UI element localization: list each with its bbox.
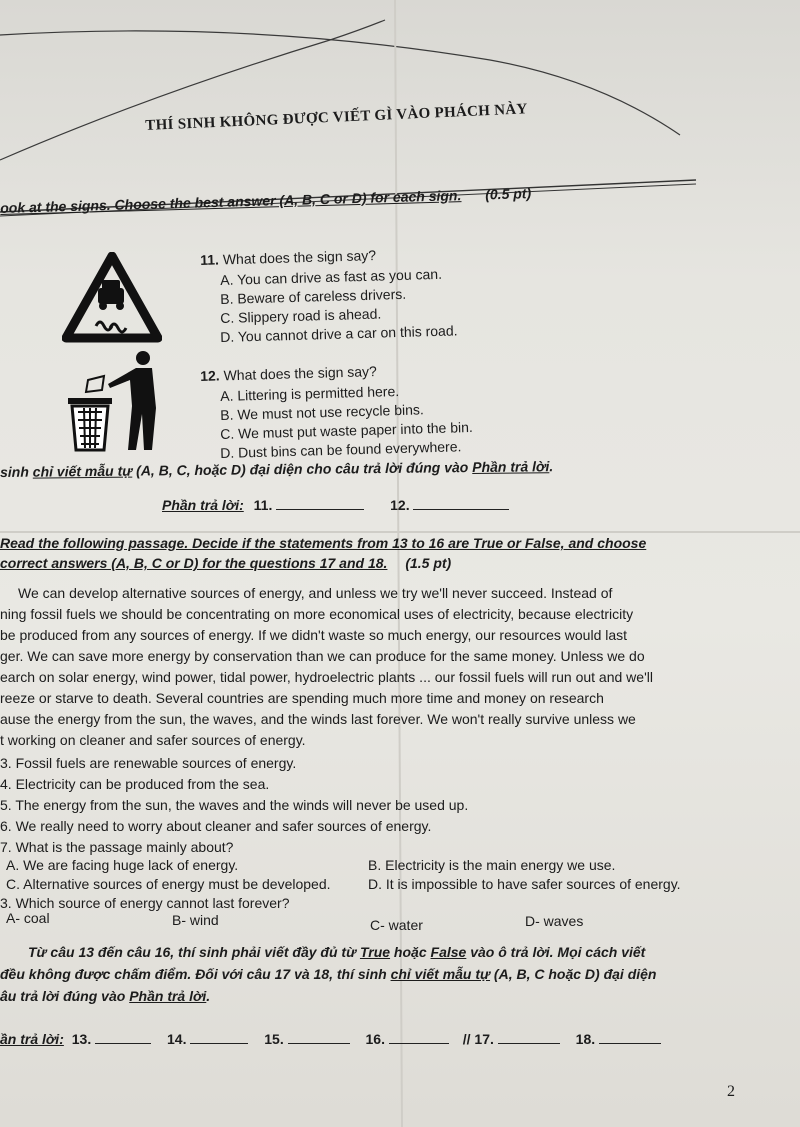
answer-13-blank[interactable]: [95, 1042, 151, 1044]
instr-text: vào ô trả lời. Mọi cách viết: [466, 944, 646, 960]
instr-text: đều không được chấm điểm. Đối với câu 17 và 18, thí sinh: [0, 966, 391, 982]
instr-text: .: [549, 458, 554, 475]
litter-bin-sign-icon: [66, 350, 166, 458]
q17-option-d: D. It is impossible to have safer sources of energy.: [368, 876, 681, 892]
q11-option-c: C. Slippery road is ahead.: [220, 305, 382, 326]
instr-text: (A, B, C, hoặc D) đại diện cho câu trả lời đúng vào: [132, 459, 473, 479]
instr-text: chỉ viết mẫu tự: [390, 966, 491, 982]
slippery-road-sign-icon: [62, 252, 162, 344]
q11-option-b: B. Beware of careless drivers.: [220, 285, 407, 307]
q17-option-c: C. Alternative sources of energy must be developed.: [6, 876, 331, 892]
heading-text: correct answers (A, B, C or D) for the questions 17 and 18.: [0, 555, 388, 571]
q11-option-d: D. You cannot drive a car on this road.: [220, 322, 458, 345]
answer-14-blank[interactable]: [190, 1042, 248, 1044]
section1-heading-text: ook at the signs. Choose the best answer (A, B, C or D) for each sign.: [0, 187, 462, 216]
question-text: What does the sign say?: [223, 363, 378, 384]
answer-18-blank[interactable]: [599, 1042, 661, 1044]
instr-text: âu trả lời đúng vào: [0, 988, 130, 1004]
section2-answer-row: [0, 1031, 661, 1047]
section1-answer-row: [162, 497, 509, 513]
passage-line: reeze or starve to death. Several countries are spending much more time and money on research: [0, 690, 604, 706]
instr-text: Phần trả lời: [472, 458, 550, 476]
q18-option-a: A- coal: [6, 910, 50, 926]
heading-text: Read the following passage. Decide if the statements from 13 to 16 are True or False, and choose: [0, 535, 647, 551]
answer-number: 14.: [167, 1031, 187, 1047]
answer-number: 18.: [575, 1031, 596, 1047]
passage-line: t working on cleaner and safer sources of energy.: [0, 732, 306, 748]
q12-option-a: A. Littering is permitted here.: [220, 383, 400, 404]
answer-15-blank[interactable]: [288, 1042, 350, 1044]
question-18: 3. Which source of energy cannot last forever?: [0, 895, 290, 911]
statement-16: 6. We really need to worry about cleaner and safer sources of energy.: [0, 818, 432, 834]
instr-text: (A, B, C hoặc D) đại diện: [490, 966, 657, 982]
page-number: 2: [727, 1083, 735, 1100]
answer-16-blank[interactable]: [389, 1042, 449, 1044]
answer-label: ần trả lời:: [0, 1031, 64, 1047]
answer-12-blank[interactable]: [413, 508, 509, 510]
instr-text: hoặc: [390, 944, 431, 960]
question-17: 7. What is the passage mainly about?: [0, 839, 234, 855]
section1-points: (0.5 pt): [484, 185, 532, 203]
passage-line: be produced from any sources of energy. If we didn't waste so much energy, our resources would last: [0, 627, 628, 643]
instr-text: False: [430, 944, 467, 960]
section2-instruction-line3: [0, 988, 210, 1004]
section2-instruction-line2: [0, 966, 657, 982]
answer-number: 15.: [264, 1031, 284, 1047]
question-number: 12.: [200, 367, 220, 384]
passage-line: ning fossil fuels we should be concentrating on more economical uses of electricity, because electricity: [0, 606, 634, 622]
section2-instruction-line1: [28, 944, 645, 960]
instr-text: .: [206, 988, 211, 1004]
statement-13: 3. Fossil fuels are renewable sources of energy.: [0, 755, 297, 771]
answer-number: 17.: [474, 1031, 494, 1047]
question-text: What does the sign say?: [222, 247, 377, 268]
instr-text: sinh: [0, 463, 33, 480]
passage-line: ger. We can save more energy by conservation than we can produce for the same money. Unless we do: [0, 648, 645, 664]
instr-text: chỉ viết mẫu tự: [32, 462, 133, 480]
answer-label: Phần trả lời:: [162, 497, 244, 513]
section2-heading-line1: [0, 535, 646, 551]
answer-number: 12.: [390, 497, 410, 513]
q18-option-d: D- waves: [525, 913, 584, 929]
answer-17-blank[interactable]: [498, 1042, 560, 1044]
answer-number: 11.: [253, 497, 273, 513]
q12-option-b: B. We must not use recycle bins.: [220, 401, 424, 423]
q17-option-a: A. We are facing huge lack of energy.: [6, 857, 239, 873]
answer-number: 16.: [365, 1031, 385, 1047]
instr-text: True: [359, 944, 391, 960]
q17-option-b: B. Electricity is the main energy we use.: [368, 857, 616, 873]
q12-option-c: C. We must put waste paper into the bin.: [220, 418, 474, 442]
question-number: 11.: [200, 251, 220, 268]
q11-option-a: A. You can drive as fast as you can.: [220, 265, 443, 288]
instr-text: Từ câu 13 đến câu 16, thí sinh phải viết đầy đủ từ: [28, 944, 360, 960]
passage-line: We can develop alternative sources of energy, and unless we try we'll never succeed. Instead of: [18, 585, 613, 601]
answer-mark: //: [462, 1031, 471, 1047]
answer-number: 13.: [71, 1031, 92, 1047]
passage-line: ause the energy from the sun, the waves, and the winds last forever. We won't really survive unless we: [0, 711, 636, 727]
q12-option-d: D. Dust bins can be found everywhere.: [220, 438, 462, 461]
instr-text: Phần trả lời: [129, 988, 207, 1004]
q18-option-c: C- water: [370, 917, 423, 933]
statement-15: 5. The energy from the sun, the waves and the winds will never be used up.: [0, 797, 469, 813]
q18-option-b: B- wind: [172, 912, 219, 928]
passage-line: earch on solar energy, wind power, tidal power, hydroelectric plants ... our fossil fuels will run out and we'll: [0, 669, 653, 685]
statement-14: 4. Electricity can be produced from the sea.: [0, 776, 270, 792]
section2-points: (1.5 pt): [405, 555, 452, 571]
section2-heading-line2: [0, 555, 451, 571]
header-title: THÍ SINH KHÔNG ĐƯỢC VIẾT GÌ VÀO PHÁCH NÀY: [145, 101, 528, 134]
answer-11-blank[interactable]: [276, 508, 364, 510]
